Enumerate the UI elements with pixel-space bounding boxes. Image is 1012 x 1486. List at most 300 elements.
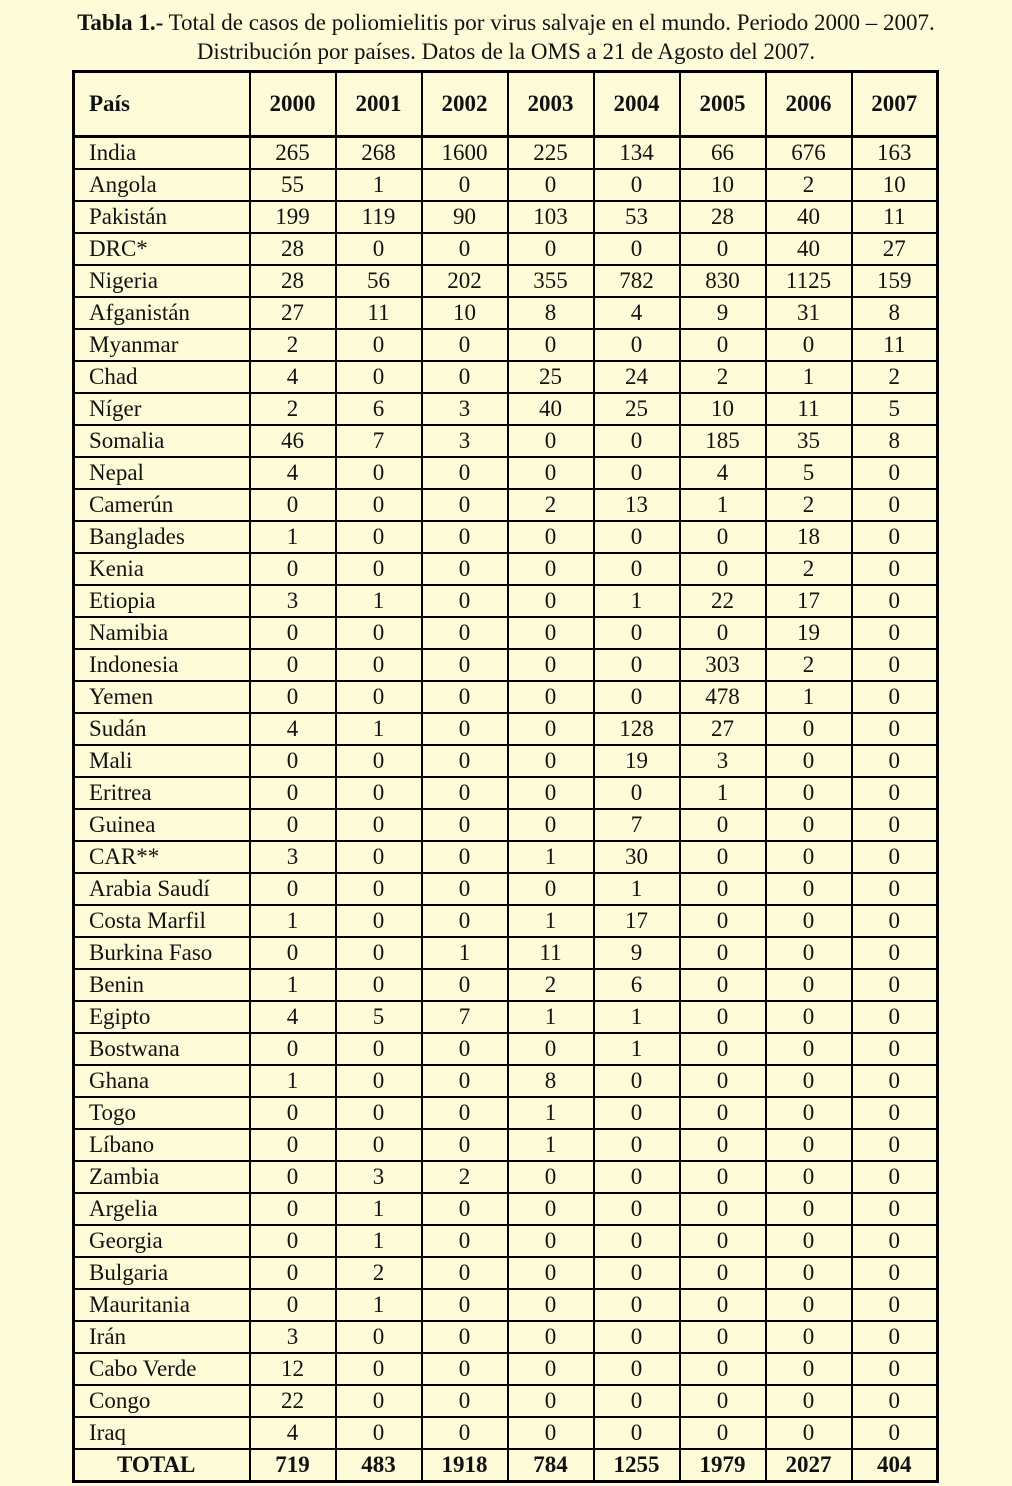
case-count-cell: 27 (852, 233, 938, 265)
table-row (74, 1225, 938, 1257)
column-header-year: 2006 (766, 72, 852, 137)
country-cell: Kenia (74, 553, 250, 585)
case-count-cell: 4 (250, 713, 336, 745)
country-cell: Bostwana (74, 1033, 250, 1065)
case-count-cell: 12 (250, 1353, 336, 1385)
country-cell: Somalia (74, 425, 250, 457)
case-count-cell: 7 (422, 1001, 508, 1033)
case-count-cell: 1600 (422, 137, 508, 170)
case-count-cell: 0 (508, 521, 594, 553)
case-count-cell: 0 (250, 777, 336, 809)
table-row (74, 1161, 938, 1193)
case-count-cell: 2 (680, 361, 766, 393)
case-count-cell: 0 (336, 457, 422, 489)
case-count-cell: 0 (250, 1129, 336, 1161)
case-count-cell: 0 (852, 1289, 938, 1321)
case-count-cell: 0 (422, 1129, 508, 1161)
case-count-cell: 0 (680, 521, 766, 553)
case-count-cell: 0 (852, 1385, 938, 1417)
case-count-cell: 0 (594, 457, 680, 489)
case-count-cell: 7 (336, 425, 422, 457)
case-count-cell: 0 (766, 841, 852, 873)
case-count-cell: 3 (680, 745, 766, 777)
table-row (74, 137, 938, 170)
case-count-cell: 0 (852, 841, 938, 873)
case-count-cell: 11 (766, 393, 852, 425)
case-count-cell: 1 (508, 1097, 594, 1129)
case-count-cell: 0 (680, 1257, 766, 1289)
case-count-cell: 0 (594, 1353, 680, 1385)
case-count-cell: 0 (336, 745, 422, 777)
case-count-cell: 0 (250, 1161, 336, 1193)
case-count-cell: 2 (250, 329, 336, 361)
table-caption (0, 8, 1012, 66)
table-row (74, 553, 938, 585)
table-row (74, 1097, 938, 1129)
case-count-cell: 1 (594, 1001, 680, 1033)
case-count-cell: 0 (680, 233, 766, 265)
case-count-cell: 10 (680, 169, 766, 201)
case-count-cell: 0 (594, 681, 680, 713)
table-row (74, 169, 938, 201)
country-cell: Yemen (74, 681, 250, 713)
case-count-cell: 0 (508, 617, 594, 649)
case-count-cell: 0 (422, 713, 508, 745)
case-count-cell: 0 (422, 905, 508, 937)
country-cell: Georgia (74, 1225, 250, 1257)
case-count-cell: 17 (594, 905, 680, 937)
case-count-cell: 11 (336, 297, 422, 329)
table-row (74, 681, 938, 713)
case-count-cell: 0 (336, 1385, 422, 1417)
case-count-cell: 5 (852, 393, 938, 425)
case-count-cell: 0 (422, 617, 508, 649)
case-count-cell: 0 (852, 1417, 938, 1449)
case-count-cell: 0 (680, 617, 766, 649)
table-row (74, 1417, 938, 1449)
case-count-cell: 103 (508, 201, 594, 233)
case-count-cell: 0 (422, 1225, 508, 1257)
table-row (74, 937, 938, 969)
case-count-cell: 1 (508, 905, 594, 937)
case-count-cell: 1 (336, 1225, 422, 1257)
case-count-cell: 0 (766, 937, 852, 969)
case-count-cell: 3 (422, 425, 508, 457)
case-count-cell: 0 (422, 1385, 508, 1417)
case-count-cell: 0 (336, 1417, 422, 1449)
case-count-cell: 2 (766, 649, 852, 681)
case-count-cell: 0 (336, 1065, 422, 1097)
case-count-cell: 0 (336, 361, 422, 393)
case-count-cell: 28 (250, 233, 336, 265)
case-count-cell: 1 (336, 1193, 422, 1225)
case-count-cell: 0 (852, 489, 938, 521)
case-count-cell: 5 (766, 457, 852, 489)
case-count-cell: 0 (680, 937, 766, 969)
table-row (74, 1385, 938, 1417)
case-count-cell: 28 (680, 201, 766, 233)
case-count-cell: 27 (250, 297, 336, 329)
total-value: 483 (336, 1449, 422, 1482)
case-count-cell: 0 (766, 1193, 852, 1225)
case-count-cell: 830 (680, 265, 766, 297)
column-header-year: 2007 (852, 72, 938, 137)
case-count-cell: 159 (852, 265, 938, 297)
case-count-cell: 0 (508, 681, 594, 713)
case-count-cell: 0 (766, 1385, 852, 1417)
country-cell: Etiopia (74, 585, 250, 617)
case-count-cell: 0 (508, 457, 594, 489)
country-cell: India (74, 137, 250, 170)
case-count-cell: 0 (250, 1257, 336, 1289)
case-count-cell: 1 (250, 1065, 336, 1097)
case-count-cell: 0 (594, 169, 680, 201)
case-count-cell: 0 (766, 1161, 852, 1193)
case-count-cell: 0 (336, 1129, 422, 1161)
table-row (74, 1289, 938, 1321)
case-count-cell: 0 (852, 1129, 938, 1161)
case-count-cell: 0 (508, 745, 594, 777)
country-cell: Ghana (74, 1065, 250, 1097)
case-count-cell: 202 (422, 265, 508, 297)
case-count-cell: 134 (594, 137, 680, 170)
column-header-year: 2002 (422, 72, 508, 137)
case-count-cell: 225 (508, 137, 594, 170)
case-count-cell: 27 (680, 713, 766, 745)
case-count-cell: 19 (594, 745, 680, 777)
table-row (74, 585, 938, 617)
case-count-cell: 0 (508, 329, 594, 361)
case-count-cell: 0 (766, 905, 852, 937)
case-count-cell: 28 (250, 265, 336, 297)
case-count-cell: 0 (250, 553, 336, 585)
case-count-cell: 2 (766, 553, 852, 585)
case-count-cell: 3 (250, 1321, 336, 1353)
case-count-cell: 0 (422, 841, 508, 873)
case-count-cell: 25 (594, 393, 680, 425)
table-row (74, 777, 938, 809)
case-count-cell: 0 (250, 617, 336, 649)
case-count-cell: 0 (680, 553, 766, 585)
country-cell: Togo (74, 1097, 250, 1129)
case-count-cell: 18 (766, 521, 852, 553)
case-count-cell: 0 (250, 1097, 336, 1129)
case-count-cell: 355 (508, 265, 594, 297)
case-count-cell: 0 (508, 553, 594, 585)
case-count-cell: 0 (250, 937, 336, 969)
case-count-cell: 9 (680, 297, 766, 329)
case-count-cell: 303 (680, 649, 766, 681)
case-count-cell: 0 (680, 1417, 766, 1449)
case-count-cell: 0 (680, 873, 766, 905)
case-count-cell: 0 (508, 809, 594, 841)
case-count-cell: 0 (422, 329, 508, 361)
table-row (74, 745, 938, 777)
case-count-cell: 0 (422, 1257, 508, 1289)
table-row (74, 649, 938, 681)
case-count-cell: 1 (680, 777, 766, 809)
country-cell: Mali (74, 745, 250, 777)
case-count-cell: 17 (766, 585, 852, 617)
case-count-cell: 4 (250, 457, 336, 489)
table-row (74, 841, 938, 873)
case-count-cell: 0 (766, 1225, 852, 1257)
case-count-cell: 0 (250, 1193, 336, 1225)
case-count-cell: 0 (508, 1193, 594, 1225)
case-count-cell: 9 (594, 937, 680, 969)
table-row (74, 361, 938, 393)
case-count-cell: 0 (422, 681, 508, 713)
case-count-cell: 0 (336, 905, 422, 937)
case-count-cell: 1 (250, 905, 336, 937)
total-value: 1918 (422, 1449, 508, 1482)
case-count-cell: 0 (594, 553, 680, 585)
case-count-cell: 1125 (766, 265, 852, 297)
case-count-cell: 0 (508, 1353, 594, 1385)
case-count-cell: 0 (766, 713, 852, 745)
case-count-cell: 0 (852, 713, 938, 745)
case-count-cell: 1 (594, 873, 680, 905)
case-count-cell: 3 (422, 393, 508, 425)
case-count-cell: 0 (594, 1161, 680, 1193)
case-count-cell: 0 (336, 489, 422, 521)
column-header-country: País (74, 72, 250, 137)
table-body (74, 137, 938, 1482)
case-count-cell: 0 (852, 905, 938, 937)
case-count-cell: 24 (594, 361, 680, 393)
case-count-cell: 0 (422, 169, 508, 201)
case-count-cell: 0 (508, 649, 594, 681)
table-row (74, 873, 938, 905)
case-count-cell: 1 (250, 969, 336, 1001)
table-row (74, 329, 938, 361)
case-count-cell: 0 (594, 233, 680, 265)
case-count-cell: 0 (336, 233, 422, 265)
case-count-cell: 6 (594, 969, 680, 1001)
table-row (74, 1321, 938, 1353)
column-header-year: 2005 (680, 72, 766, 137)
table-row (74, 201, 938, 233)
table-row (74, 457, 938, 489)
case-count-cell: 8 (852, 297, 938, 329)
country-cell: Banglades (74, 521, 250, 553)
case-count-cell: 0 (766, 1289, 852, 1321)
case-count-cell: 0 (422, 521, 508, 553)
case-count-cell: 0 (680, 1129, 766, 1161)
case-count-cell: 0 (508, 233, 594, 265)
case-count-cell: 3 (250, 841, 336, 873)
caption-title: Total de casos de poliomielitis por virus salvaje en el mundo. Periodo 2000 – 2007. (163, 10, 935, 35)
case-count-cell: 0 (766, 873, 852, 905)
caption-line-2: Distribución por países. Datos de la OMS a 21 de Agosto del 2007. (196, 39, 816, 64)
table-row (74, 809, 938, 841)
case-count-cell: 0 (422, 233, 508, 265)
country-cell: Arabia Saudí (74, 873, 250, 905)
case-count-cell: 0 (852, 809, 938, 841)
country-cell: Indonesia (74, 649, 250, 681)
total-value: 719 (250, 1449, 336, 1482)
case-count-cell: 2 (336, 1257, 422, 1289)
case-count-cell: 1 (680, 489, 766, 521)
country-cell: Sudán (74, 713, 250, 745)
case-count-cell: 0 (594, 777, 680, 809)
case-count-cell: 0 (336, 681, 422, 713)
case-count-cell: 2 (250, 393, 336, 425)
country-cell: Namibia (74, 617, 250, 649)
case-count-cell: 1 (766, 681, 852, 713)
case-count-cell: 0 (508, 1289, 594, 1321)
case-count-cell: 4 (250, 361, 336, 393)
case-count-cell: 10 (422, 297, 508, 329)
table-row (74, 1353, 938, 1385)
case-count-cell: 0 (680, 1193, 766, 1225)
country-cell: Afganistán (74, 297, 250, 329)
case-count-cell: 0 (508, 713, 594, 745)
case-count-cell: 0 (680, 1161, 766, 1193)
case-count-cell: 0 (508, 169, 594, 201)
case-count-cell: 22 (680, 585, 766, 617)
table-row (74, 425, 938, 457)
table-row (74, 969, 938, 1001)
case-count-cell: 0 (852, 1353, 938, 1385)
case-count-cell: 55 (250, 169, 336, 201)
case-count-cell: 0 (766, 1033, 852, 1065)
case-count-cell: 66 (680, 137, 766, 170)
case-count-cell: 8 (508, 297, 594, 329)
country-cell: Líbano (74, 1129, 250, 1161)
table-row (74, 265, 938, 297)
case-count-cell: 0 (594, 649, 680, 681)
case-count-cell: 0 (508, 1385, 594, 1417)
table-row (74, 1001, 938, 1033)
case-count-cell: 0 (852, 1033, 938, 1065)
case-count-cell: 31 (766, 297, 852, 329)
case-count-cell: 0 (852, 521, 938, 553)
case-count-cell: 0 (852, 617, 938, 649)
country-cell: Bulgaria (74, 1257, 250, 1289)
case-count-cell: 0 (336, 1033, 422, 1065)
case-count-cell: 0 (508, 1321, 594, 1353)
case-count-cell: 0 (422, 745, 508, 777)
case-count-cell: 0 (336, 617, 422, 649)
case-count-cell: 0 (594, 1097, 680, 1129)
case-count-cell: 1 (422, 937, 508, 969)
case-count-cell: 0 (594, 1321, 680, 1353)
country-cell: Costa Marfil (74, 905, 250, 937)
case-count-cell: 0 (594, 1225, 680, 1257)
case-count-cell: 0 (594, 329, 680, 361)
case-count-cell: 0 (336, 969, 422, 1001)
case-count-cell: 0 (852, 553, 938, 585)
table-row (74, 1065, 938, 1097)
country-cell: Nigeria (74, 265, 250, 297)
table-row (74, 1033, 938, 1065)
country-cell: Nepal (74, 457, 250, 489)
case-count-cell: 13 (594, 489, 680, 521)
case-count-cell: 0 (680, 1353, 766, 1385)
table-row (74, 905, 938, 937)
case-count-cell: 0 (852, 937, 938, 969)
case-count-cell: 0 (594, 521, 680, 553)
case-count-cell: 35 (766, 425, 852, 457)
table-row (74, 1129, 938, 1161)
case-count-cell: 0 (766, 745, 852, 777)
case-count-cell: 0 (336, 521, 422, 553)
case-count-cell: 90 (422, 201, 508, 233)
case-count-cell: 11 (852, 329, 938, 361)
case-count-cell: 0 (680, 1289, 766, 1321)
case-count-cell: 199 (250, 201, 336, 233)
case-count-cell: 0 (508, 1161, 594, 1193)
country-cell: Pakistán (74, 201, 250, 233)
case-count-cell: 40 (766, 233, 852, 265)
table-row (74, 521, 938, 553)
case-count-cell: 0 (250, 489, 336, 521)
case-count-cell: 0 (766, 1129, 852, 1161)
case-count-cell: 0 (594, 1257, 680, 1289)
case-count-cell: 0 (422, 1193, 508, 1225)
case-count-cell: 119 (336, 201, 422, 233)
case-count-cell: 0 (594, 1193, 680, 1225)
case-count-cell: 40 (508, 393, 594, 425)
case-count-cell: 0 (852, 777, 938, 809)
case-count-cell: 1 (508, 1129, 594, 1161)
case-count-cell: 0 (766, 1001, 852, 1033)
country-cell: Benin (74, 969, 250, 1001)
country-cell: Eritrea (74, 777, 250, 809)
case-count-cell: 0 (852, 1065, 938, 1097)
case-count-cell: 4 (680, 457, 766, 489)
case-count-cell: 0 (594, 1289, 680, 1321)
case-count-cell: 0 (422, 1289, 508, 1321)
case-count-cell: 2 (766, 169, 852, 201)
case-count-cell: 30 (594, 841, 680, 873)
case-count-cell: 0 (766, 777, 852, 809)
table-row (74, 1193, 938, 1225)
case-count-cell: 0 (250, 1289, 336, 1321)
case-count-cell: 0 (422, 361, 508, 393)
total-value: 784 (508, 1449, 594, 1482)
case-count-cell: 0 (250, 745, 336, 777)
case-count-cell: 0 (422, 489, 508, 521)
case-count-cell: 0 (508, 425, 594, 457)
case-count-cell: 40 (766, 201, 852, 233)
case-count-cell: 0 (680, 1225, 766, 1257)
table-row (74, 489, 938, 521)
case-count-cell: 8 (508, 1065, 594, 1097)
total-value: 1979 (680, 1449, 766, 1482)
case-count-cell: 4 (594, 297, 680, 329)
column-header-year: 2001 (336, 72, 422, 137)
case-count-cell: 0 (594, 617, 680, 649)
total-value: 2027 (766, 1449, 852, 1482)
case-count-cell: 1 (508, 841, 594, 873)
case-count-cell: 0 (680, 841, 766, 873)
case-count-cell: 1 (508, 1001, 594, 1033)
case-count-cell: 0 (422, 873, 508, 905)
case-count-cell: 0 (422, 1321, 508, 1353)
case-count-cell: 2 (508, 489, 594, 521)
country-cell: DRC* (74, 233, 250, 265)
case-count-cell: 0 (508, 585, 594, 617)
case-count-cell: 0 (422, 1353, 508, 1385)
country-cell: Iraq (74, 1417, 250, 1449)
table-row (74, 297, 938, 329)
case-count-cell: 0 (336, 937, 422, 969)
case-count-cell: 0 (422, 1065, 508, 1097)
case-count-cell: 7 (594, 809, 680, 841)
case-count-cell: 0 (422, 553, 508, 585)
